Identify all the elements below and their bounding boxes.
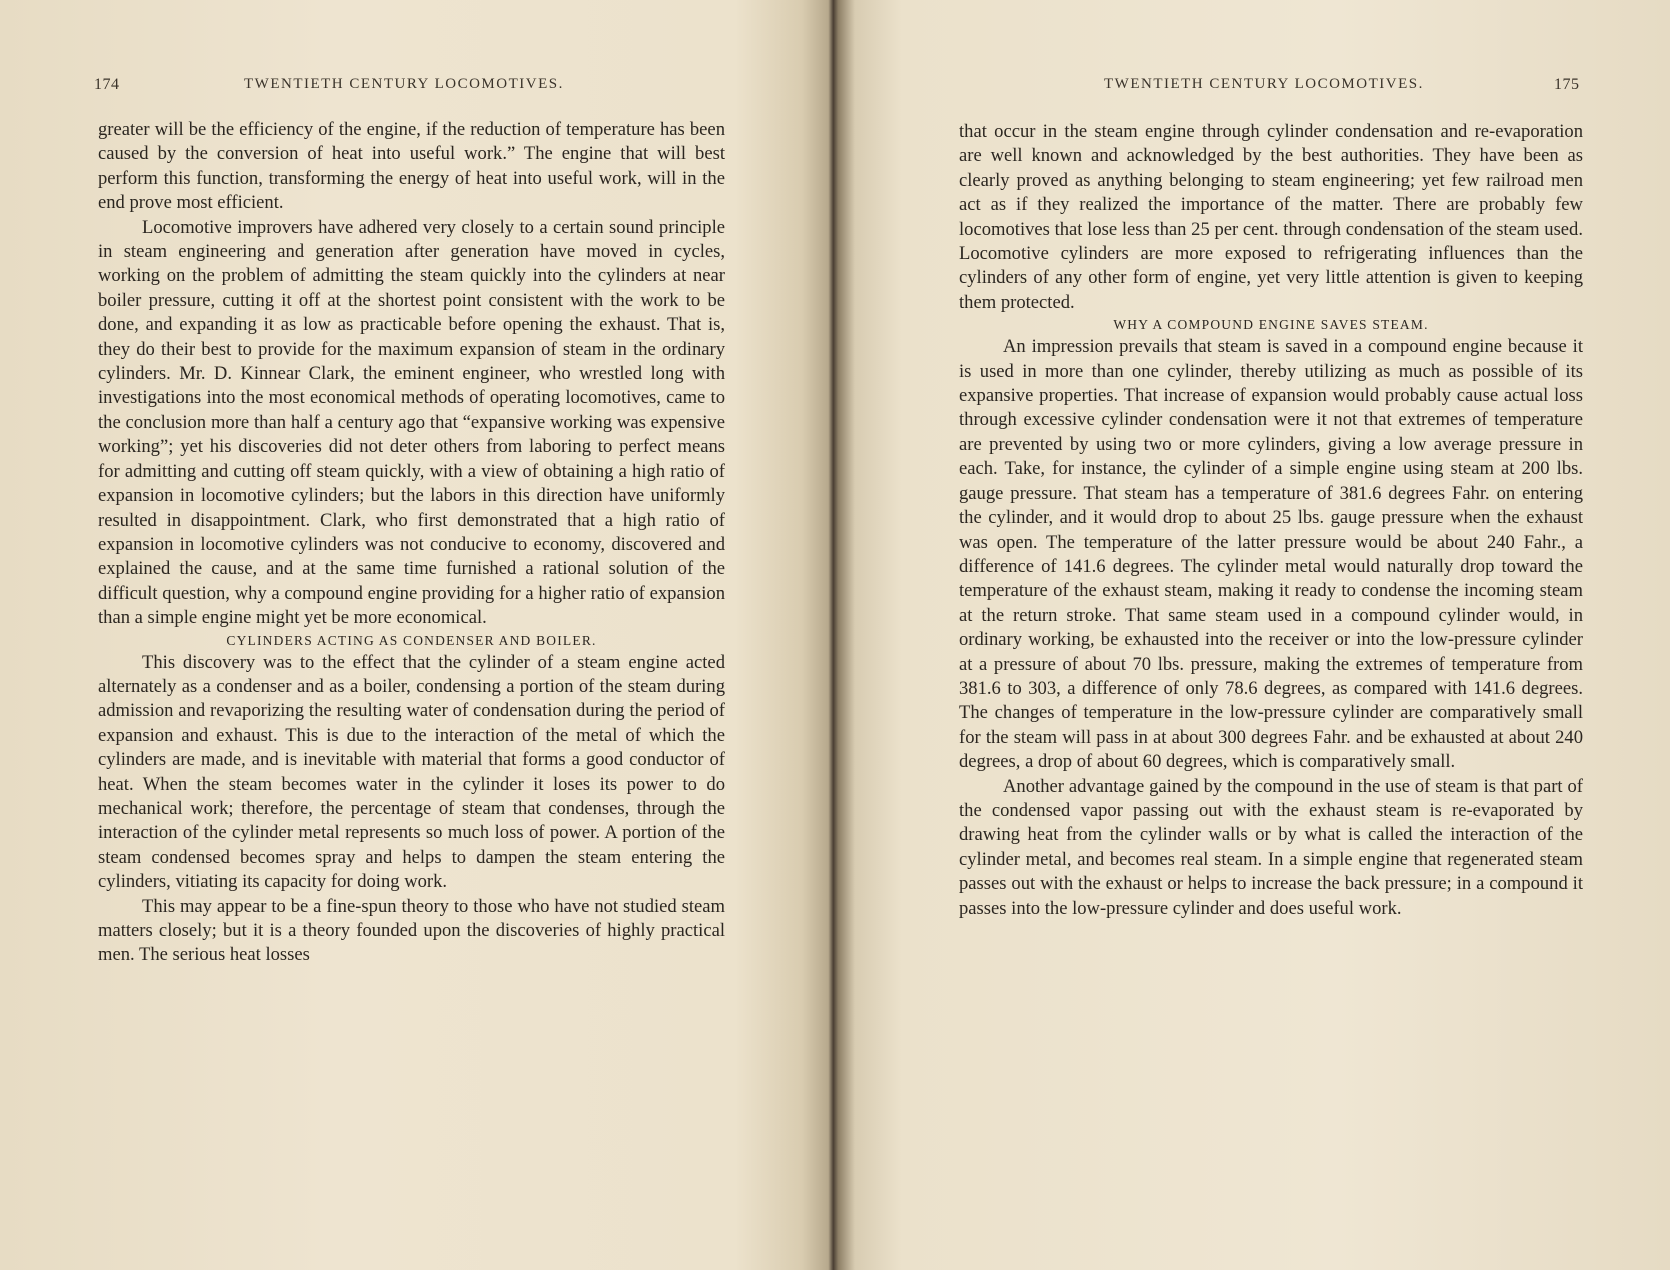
section-heading: CYLINDERS ACTING AS CONDENSER AND BOILER. [226,632,597,648]
paragraph: Locomotive improvers have adhered very closely to a certain sound principle in steam engineering and generation after generation have moved in cycles, working on the problem of admitting the steam quickly into the cylinders at near boiler pressure, cutting it off at the shortest point consistent with the work to be done, and expanding it as low as practicable before opening the exhaust. That is, they do their best to provide for the maximum expansion of steam in the ordinary cylinders. Mr. D. Kinnear Clark, the eminent engineer, who wrestled long with investigations into the most economical methods of operating locomotives, came to the conclusion more than half a century ago that “expansive working was expensive working”; yet his discoveries did not deter others from laboring to perfect means for admitting and cutting off steam quickly, with a view of obtaining a high ratio of expansion in locomotive cylinders; but the labors in this direction have uniformly resulted in disappointment. Clark, who first demonstrated that a high ratio of expansion in locomotive cylinders was not conducive to economy, discovered and explained the cause, and at the same time furnished a rational solution of the difficult question, why a compound engine providing for a higher ratio of expansion than a simple engine might yet be more economical. [98,216,725,629]
page-body [98,118,725,968]
section-heading: WHY A COMPOUND ENGINE SAVES STEAM. [1113,317,1429,333]
paragraph: This may appear to be a fine-spun theory to those who have not studied steam matters closely; but it is a theory founded upon the discoveries of highly practical men. The serious heat losses [98,895,725,966]
running-title: TWENTIETH CENTURY LOCOMOTIVES. [1104,76,1424,92]
paragraph: This discovery was to the effect that the cylinder of a steam engine acted alternately as a condenser and as a boiler, condensing a portion of the steam during admission and revaporizing the resulting water of condensation during the period of expansion and exhaust. This is due to the interaction of the metal of which the cylinders are made, and is inevitable with material that forms a good conductor of heat. When the steam becomes water in the cylinder it loses its power to do mechanical work; therefore, the percentage of steam that condenses, through the interaction of the cylinder metal represents so much loss of power. A portion of the steam condensed becomes spray and helps to dampen the steam entering the cylinders, vitiating its capacity for doing work. [98,651,725,893]
paragraph: An impression prevails that steam is saved in a compound engine because it is used in more than one cylinder, thereby utilizing as much as possible of its expansive properties. That increase of expansion would probably cause actual loss through excessive cylinder condensation were it not that extremes of temperature are prevented by using two or more cylinders, giving a low average pressure in each. Take, for instance, the cylinder of a simple engine using steam at 200 lbs. gauge pressure. That steam has a temperature of 381.6 degrees Fahr. on entering the cylinder, and it would drop to about 25 lbs. gauge pressure when the exhaust was open. The temperature of the latter pressure would be about 240 Fahr., a difference of 141.6 degrees. The cylinder metal would naturally drop toward the temperature of the exhaust steam, making it ready to condense the incoming steam at the return stroke. That same steam used in a compound cylinder would, in ordinary working, be exhausted into the receiver or into the low-pressure cylinder at a pressure of about 70 lbs. pressure, making the extremes of temperature from 381.6 to 303, a difference of only 78.6 degrees, as compared with 141.6 degrees. The changes of temperature in the low-pressure cylinder are comparatively small for the steam will pass in at about 300 degrees Fahr. and be exhausted at about 240 degrees, a drop of about 60 degrees, which is comparatively small. [959,336,1583,773]
paragraph: greater will be the efficiency of the engine, if the reduction of temperature has been caused by the conversion of heat into useful work.” The engine that will best perform this function, transforming the energy of heat into useful work, will in the end prove most efficient. [98,119,725,214]
page-number: 174 [94,76,120,93]
paragraph: Another advantage gained by the compound in the use of steam is that part of the condensed vapor passing out with the exhaust steam is re-evaporated by drawing heat from the cylinder walls or by what is called the interaction of the cylinder metal, and becomes real steam. In a simple engine that regenerated steam passes out with the exhaust or helps to increase the back pressure; in a compound it passes into the low-pressure cylinder and does useful work. [959,775,1583,919]
paragraph: that occur in the steam engine through cylinder condensation and re-evaporation are well known and acknowledged by the best authorities. They have been as clearly proved as anything belonging to steam engineering; yet few railroad men act as if they realized the importance of the matter. There are probably few locomotives that lose less than 25 per cent. through condensation of the steam used. Locomotive cylinders are more exposed to refrigerating influences than the cylinders of any other form of engine, yet very little attention is given to keeping them protected. [959,121,1583,313]
left-page [0,0,830,1270]
page-number: 175 [1554,76,1580,93]
running-title: TWENTIETH CENTURY LOCOMOTIVES. [244,76,564,92]
right-page [840,0,1670,1270]
page-body [959,120,1583,921]
